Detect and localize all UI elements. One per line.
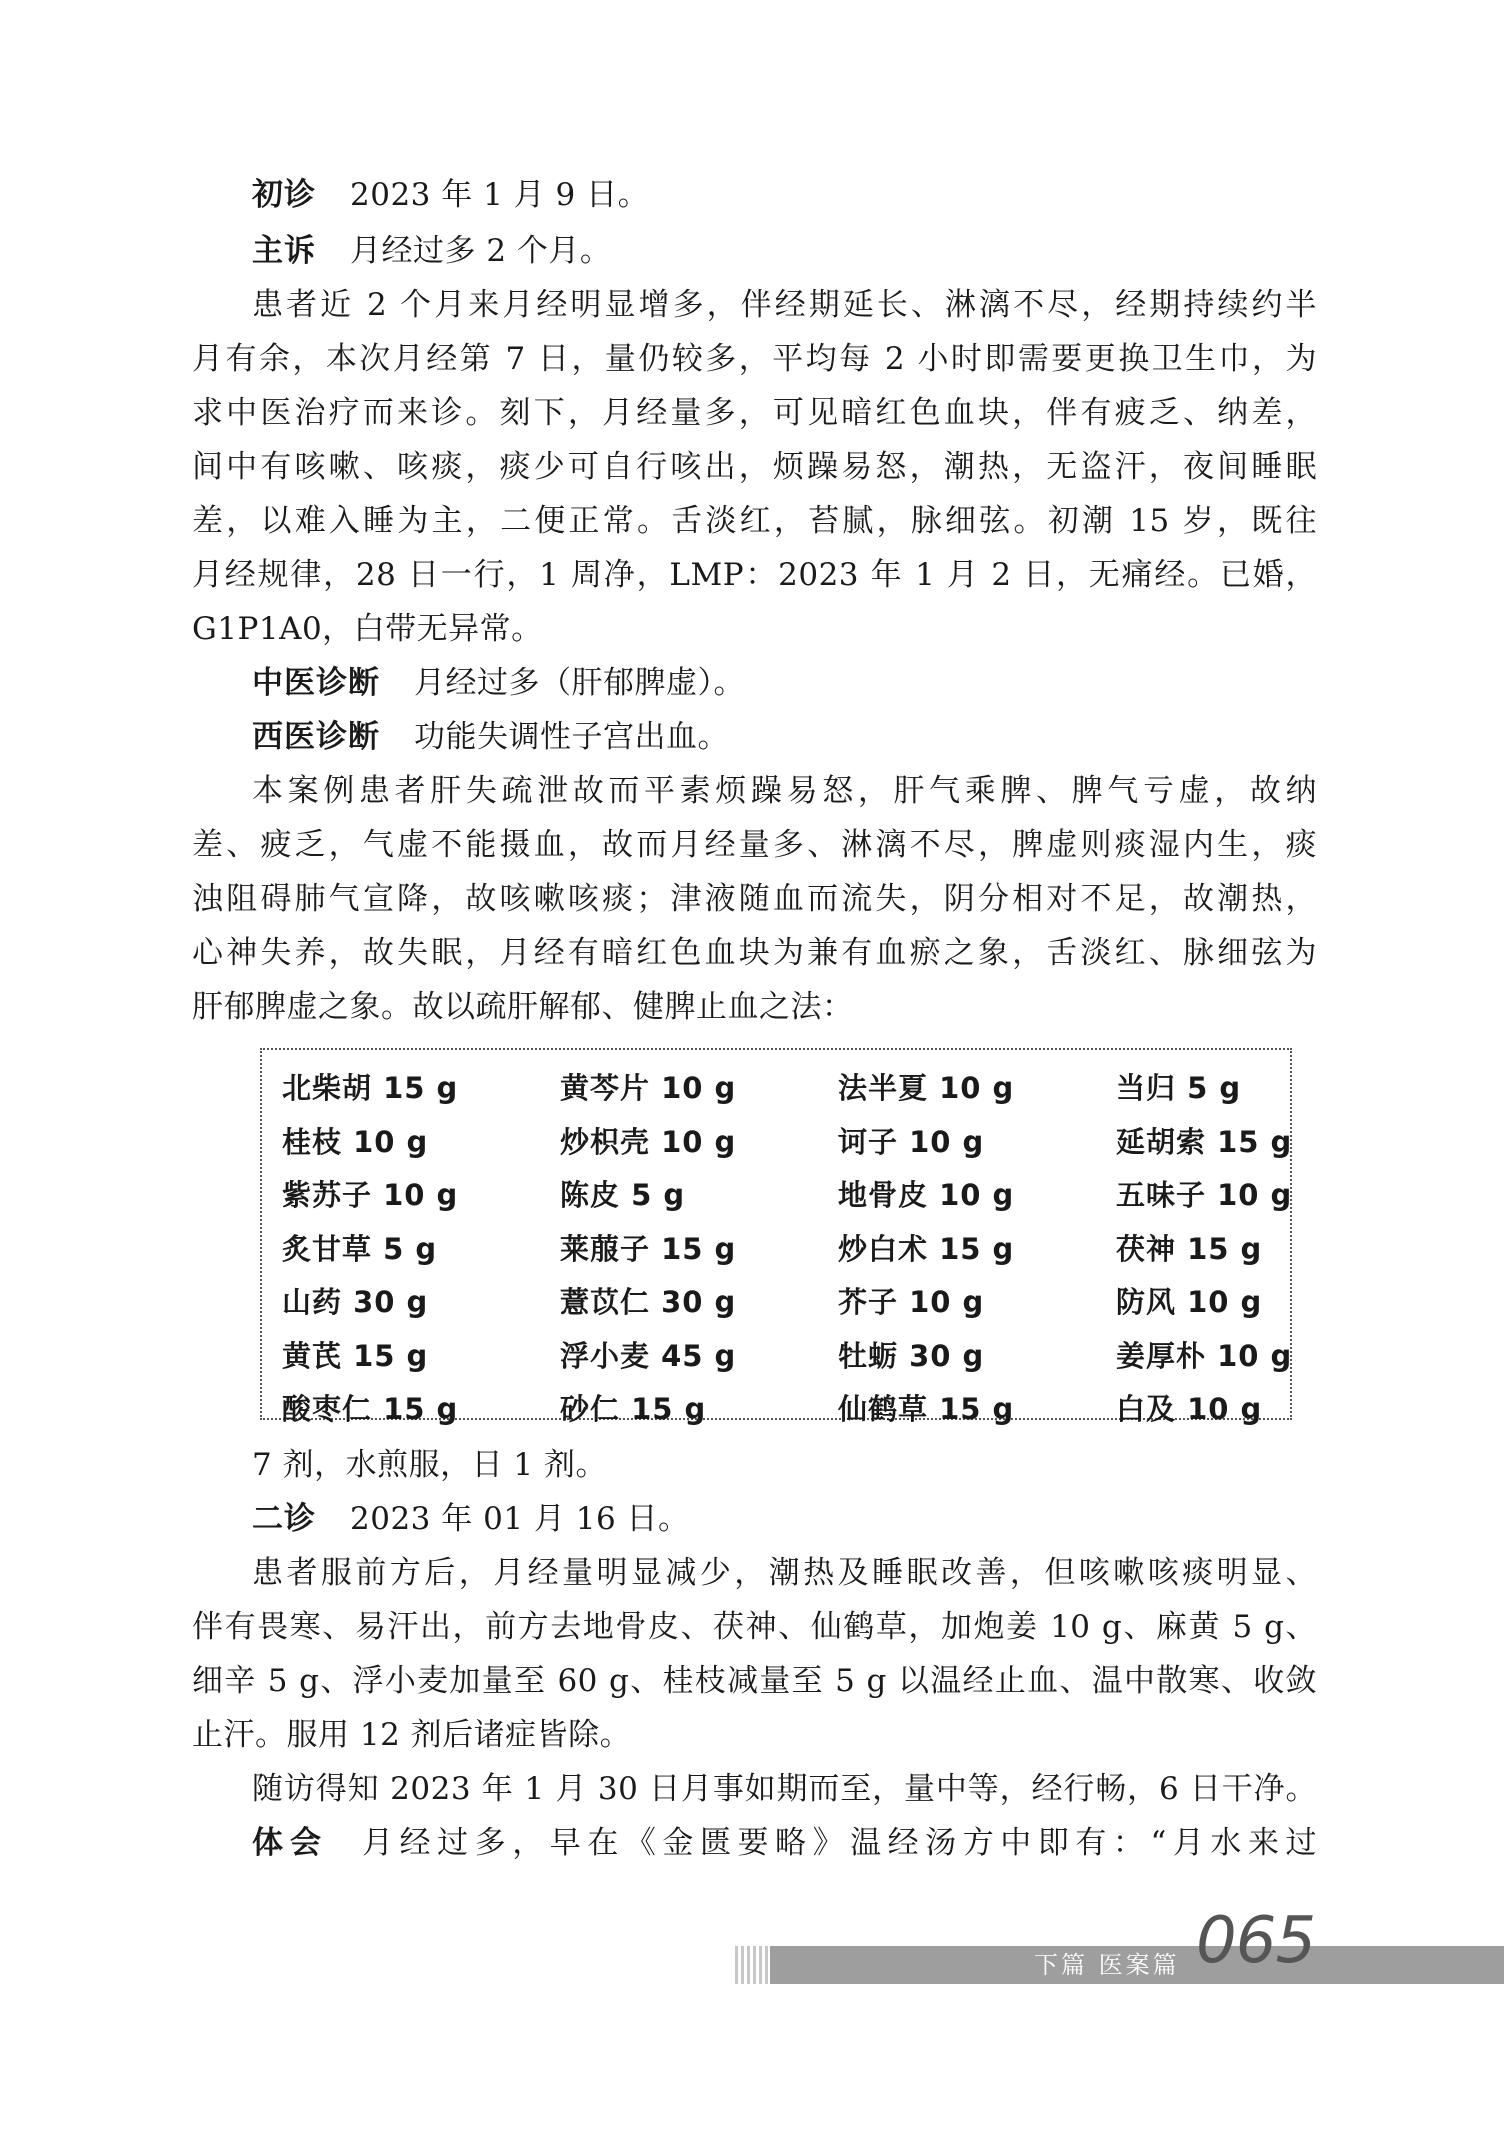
second-visit-line [252,1494,1317,1544]
experience-text: 月经过多，早在《金匮要略》温经汤方中即有：“月水来过 [362,1825,1317,1861]
herb-item: 白及 10 g [1116,1392,1263,1427]
page-number: 065 [1196,1904,1316,1978]
history-line: 差，以难入睡为主，二便正常。舌淡红，苔腻，脉细弦。初潮 15 岁，既往 [192,503,1317,539]
herb-item: 防风 10 g [1116,1285,1263,1320]
prescription-grid [282,1060,1293,1427]
second-visit-text-line: 止汗。服用 12 剂后诸症皆除。 [192,1717,632,1753]
history-line: 求中医治疗而来诊。刻下，月经量多，可见暗红色血块，伴有疲乏、纳差， [192,395,1317,431]
chief-complaint-label: 主诉 [252,233,316,269]
footer-section-title: 下篇 医案篇 [1034,1951,1180,1979]
herb-item: 桂枝 10 g [282,1124,429,1159]
analysis-line: 心神失养，故失眠，月经有暗红色血块为兼有血瘀之象，舌淡红、脉细弦为 [192,935,1317,971]
tcm-diagnosis-text: 月经过多（肝郁脾虚）。 [414,665,745,701]
western-diagnosis-line [252,712,1317,762]
second-visit-text-line: 伴有畏寒、易汗出，前方去地骨皮、茯神、仙鹤草，加炮姜 10 g、麻黄 5 g、 [192,1609,1317,1645]
herb-item: 延胡索 15 g [1116,1124,1293,1159]
herb-item: 芥子 10 g [838,1285,985,1320]
herb-item: 茯神 15 g [1116,1231,1263,1266]
footer-pattern [735,1946,775,1984]
experience-line [252,1818,1317,1868]
history-line: G1P1A0，白带无异常。 [192,611,543,647]
prescription-box [260,1048,1293,1427]
herb-item: 山药 30 g [282,1285,429,1320]
second-visit-text-line: 细辛 5 g、浮小麦加量至 60 g、桂枝减量至 5 g 以温经止血、温中散寒、收敛 [192,1663,1317,1699]
first-visit-date: 2023 年 1 月 9 日。 [350,177,650,213]
herb-item: 黄芩片 10 g [560,1071,737,1106]
tcm-diagnosis-label: 中医诊断 [252,665,380,701]
herb-item: 仙鹤草 15 g [838,1392,1015,1427]
herb-item: 紫苏子 10 g [282,1178,459,1213]
herb-item: 法半夏 10 g [838,1071,1015,1106]
herb-item: 姜厚朴 10 g [1116,1338,1293,1373]
dosage-line: 7 剂，水煎服，日 1 剂。 [252,1447,608,1483]
herb-item: 炙甘草 5 g [282,1231,438,1266]
analysis-line: 肝郁脾虚之象。故以疏肝解郁、健脾止血之法： [192,989,854,1025]
herb-item: 五味子 10 g [1116,1178,1293,1213]
herb-item: 薏苡仁 30 g [560,1285,737,1320]
western-diagnosis-text: 功能失调性子宫出血。 [414,719,729,755]
herb-item: 地骨皮 10 g [838,1178,1015,1213]
herb-item: 炒白术 15 g [838,1231,1015,1266]
herb-item: 炒枳壳 10 g [560,1124,737,1159]
follow-up-line: 随访得知 2023 年 1 月 30 日月事如期而至，量中等，经行畅，6 日干净。 [252,1771,1317,1807]
first-visit-line [252,170,1317,220]
analysis-line: 本案例患者肝失疏泄故而平素烦躁易怒，肝气乘脾、脾气亏虚，故纳 [252,773,1317,809]
herb-item: 北柴胡 15 g [282,1071,459,1106]
experience-label: 体会 [252,1825,329,1861]
history-line: 间中有咳嗽、咳痰，痰少可自行咳出，烦躁易怒，潮热，无盗汗，夜间睡眠 [192,449,1317,485]
history-line: 月有余，本次月经第 7 日，量仍较多，平均每 2 小时即需要更换卫生巾，为 [192,341,1317,377]
herb-item: 酸枣仁 15 g [282,1392,459,1427]
tcm-diagnosis-line [252,658,1317,708]
second-visit-date: 2023 年 01 月 16 日。 [350,1501,690,1537]
herb-item: 诃子 10 g [838,1124,985,1159]
herb-item: 牡蛎 30 g [838,1338,985,1373]
chief-complaint-text: 月经过多 2 个月。 [350,233,612,269]
chief-complaint-line [252,226,1317,276]
history-line: 患者近 2 个月来月经明显增多，伴经期延长、淋漓不尽，经期持续约半 [252,287,1317,323]
second-visit-text-line: 患者服前方后，月经量明显减少，潮热及睡眠改善，但咳嗽咳痰明显、 [252,1555,1317,1591]
herb-item: 浮小麦 45 g [560,1338,737,1373]
first-visit-label: 初诊 [252,177,316,213]
herb-item: 黄芪 15 g [282,1338,429,1373]
second-visit-label: 二诊 [252,1501,316,1537]
analysis-line: 差、疲乏，气虚不能摄血，故而月经量多、淋漓不尽，脾虚则痰湿内生，痰 [192,827,1317,863]
history-line: 月经规律，28 日一行，1 周净，LMP：2023 年 1 月 2 日，无痛经。已婚， [192,557,1317,593]
herb-item: 当归 5 g [1116,1071,1242,1106]
herb-item: 砂仁 15 g [560,1392,707,1427]
analysis-line: 浊阻碍肺气宣降，故咳嗽咳痰；津液随血而流失，阴分相对不足，故潮热， [192,881,1317,917]
herb-item: 莱菔子 15 g [560,1231,737,1266]
herb-item: 陈皮 5 g [560,1178,686,1213]
western-diagnosis-label: 西医诊断 [252,719,380,755]
